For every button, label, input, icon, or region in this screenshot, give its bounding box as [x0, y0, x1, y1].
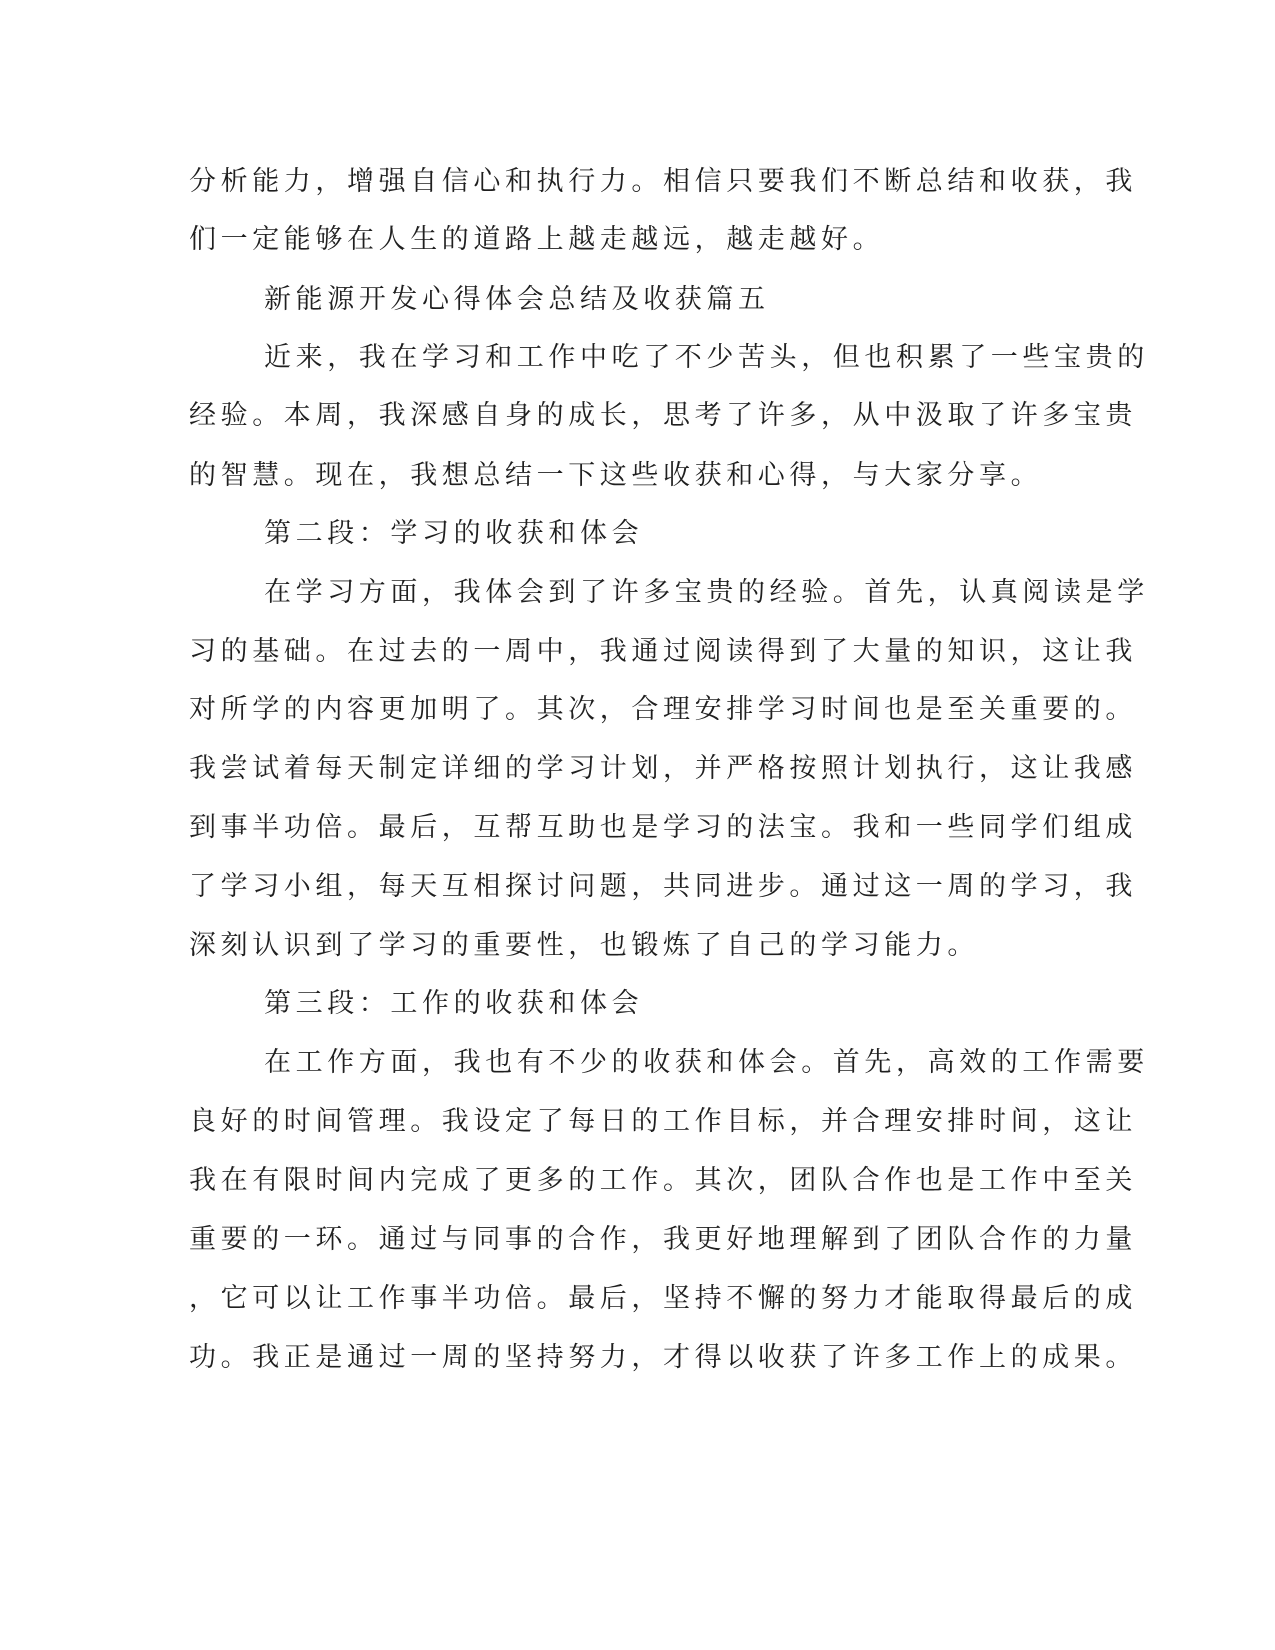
paragraph-line: 深刻认识到了学习的重要性，也锻炼了自己的学习能力。	[189, 930, 979, 961]
paragraph-line: 经验。本周，我深感自身的成长，思考了许多，从中汲取了许多宝贵	[189, 400, 1137, 431]
paragraph-line: 们一定能够在人生的道路上越走越远，越走越好。	[189, 224, 885, 255]
paragraph-line: 良好的时间管理。我设定了每日的工作目标，并合理安排时间，这让	[189, 1106, 1137, 1137]
section-heading: 新能源开发心得体会总结及收获篇五	[264, 284, 770, 315]
paragraph-line: 到事半功倍。最后，互帮互助也是学习的法宝。我和一些同学们组成	[189, 812, 1137, 843]
paragraph-line: 重要的一环。通过与同事的合作，我更好地理解到了团队合作的力量	[189, 1224, 1137, 1255]
paragraph-line: 对所学的内容更加明了。其次，合理安排学习时间也是至关重要的。	[189, 694, 1137, 725]
paragraph-line: 我在有限时间内完成了更多的工作。其次，团队合作也是工作中至关	[189, 1165, 1137, 1196]
paragraph-line: 在工作方面，我也有不少的收获和体会。首先，高效的工作需要	[264, 1047, 1149, 1078]
paragraph-line: 功。我正是通过一周的坚持努力，才得以收获了许多工作上的成果。	[189, 1342, 1137, 1373]
section-heading: 第二段：学习的收获和体会	[264, 518, 644, 549]
paragraph-line: 我尝试着每天制定详细的学习计划，并严格按照计划执行，这让我感	[189, 753, 1137, 784]
paragraph-line: 近来，我在学习和工作中吃了不少苦头，但也积累了一些宝贵的	[264, 342, 1149, 373]
paragraph-line: 在学习方面，我体会到了许多宝贵的经验。首先，认真阅读是学	[264, 577, 1149, 608]
section-heading: 第三段：工作的收获和体会	[264, 988, 644, 1019]
paragraph-line: ，它可以让工作事半功倍。最后，坚持不懈的努力才能取得最后的成	[189, 1283, 1137, 1314]
paragraph-line: 了学习小组，每天互相探讨问题，共同进步。通过这一周的学习，我	[189, 871, 1137, 902]
paragraph-line: 的智慧。现在，我想总结一下这些收获和心得，与大家分享。	[189, 460, 1043, 491]
paragraph-line: 习的基础。在过去的一周中，我通过阅读得到了大量的知识，这让我	[189, 636, 1137, 667]
paragraph-line: 分析能力，增强自信心和执行力。相信只要我们不断总结和收获，我	[189, 166, 1137, 197]
